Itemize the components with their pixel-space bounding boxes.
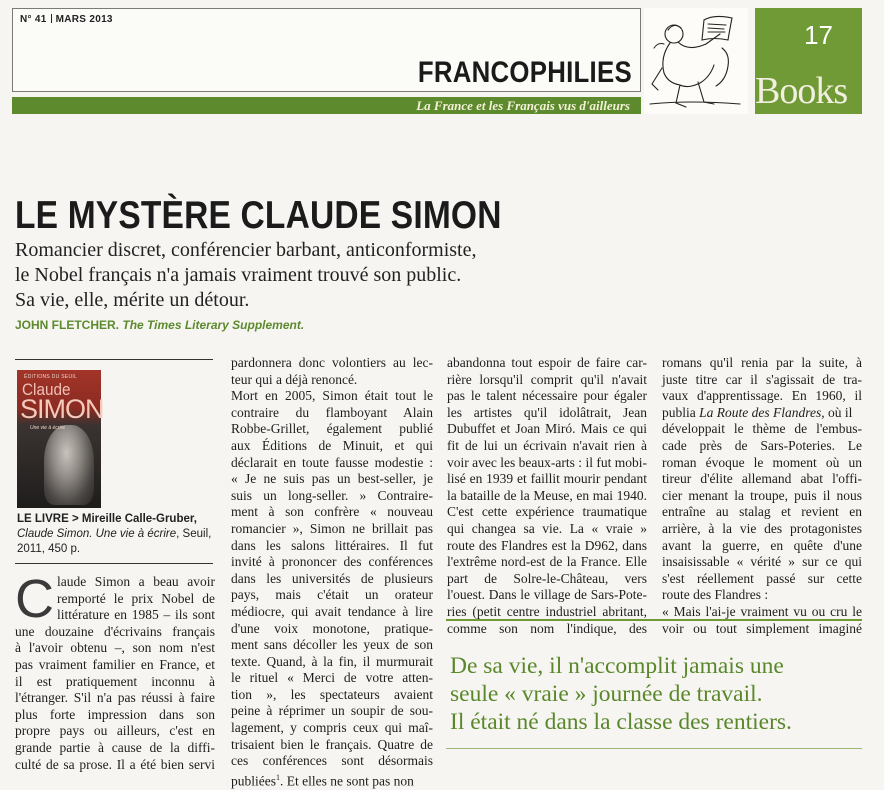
text-line: ries (petit centre industriel abritant, (447, 603, 647, 619)
body-column-1 (15, 569, 215, 773)
author-portrait (44, 425, 94, 505)
issue-number: N° 41 (20, 14, 47, 25)
text-line: les artistes qu'il idolâtrait, Jean (447, 404, 647, 420)
pull-quote-rule (446, 619, 862, 621)
text-line: aux Éditions de Minuit, et qui (231, 437, 433, 453)
body-column-3 (447, 355, 647, 637)
pull-quote-line: Il était né dans la classe des rentiers. (450, 709, 792, 735)
text-line: cade près de Sars-Poteries. Le (662, 437, 862, 453)
text-fragment: , où il (821, 404, 853, 420)
text-line: rière lorsqu'il comprit qu'il n'avait (447, 371, 647, 387)
text-line (662, 405, 862, 422)
issue-separator (51, 14, 52, 23)
text-line: vaux d'apprentissage. En 1960, il (662, 388, 862, 404)
text-line: une douzaine d'écrivains français (15, 623, 215, 639)
deck-line: Romancier discret, conférencier barbant, anticonformiste, (15, 239, 477, 261)
text-line: pas le talent nécessaire pour égaler (447, 388, 647, 404)
text-line: peine à réprimer un soupir de sou- (231, 703, 433, 719)
text-line: qui changea sa vie. La « vraie » (447, 520, 647, 536)
text-line: trisaient bien le français. Quatre de (231, 736, 433, 752)
text-line: part de Solre-le-Château, vers (447, 570, 647, 586)
text-line: invité à prononcer des conférences (231, 554, 433, 570)
text-line: médiocre, qui avait tendance à lire (231, 603, 433, 619)
deck-line: le Nobel français n'a jamais vraiment trouvé son public. (15, 264, 462, 286)
text-line: Dubuffet et Joan Miró. Mais ce qui (447, 421, 647, 437)
text-line: route des Flandres est la D962, dans (447, 537, 647, 553)
text-line: teur qui a déjà renoncé. (231, 371, 358, 387)
novel-title: La Route des Flandres (699, 404, 822, 420)
text-line: tion », les spectateurs avaient (231, 686, 433, 702)
text-line: dans les salons littéraires. Il fut (231, 537, 433, 553)
text-line: voir avec les beaux-arts : il fut mobi- (447, 454, 647, 470)
byline (15, 318, 304, 332)
text-fragment: . Et elles ne sont pas non (280, 773, 414, 789)
article-deck (15, 238, 615, 313)
text-line: ment sans décoller les yeux de son (231, 637, 433, 653)
text-line: tireur d'élite allemand abat l'offi- (662, 471, 862, 487)
text-line: insaisissable « vérité » sur ce qui (662, 554, 862, 570)
text-line: à l'avoir obtenu –, son nom n'est (15, 640, 215, 656)
section-subtitle: La France et les Français vus d'ailleurs (416, 98, 630, 113)
text-line: l'ouest. Dans le village de Sars-Pote- (447, 587, 647, 603)
text-line: arrière, à la vie des protagonistes (662, 520, 862, 536)
sketch-illustration (644, 8, 748, 114)
text-line: lagement, y compris ceux qui maî- (231, 720, 433, 736)
dropcap: C (15, 569, 54, 629)
pull-quote-line: seule « vraie » journée de travail. (450, 681, 763, 707)
writer-sketch-icon (644, 8, 748, 114)
deck-line: Sa vie, elle, mérite un détour. (15, 289, 250, 311)
text-line: pardonnera donc volontiers au lec- (231, 355, 433, 370)
text-line: Robbe-Grillet, également publié (231, 421, 433, 437)
text-line: remporté le prix Nobel de (57, 590, 215, 606)
cover-first-name: Claude (22, 380, 71, 399)
text-line: pays, mais c'était un orateur (231, 587, 433, 603)
text-line: romans qu'il renia par la suite, à (662, 355, 862, 370)
text-line: roman évoque le moment où un (662, 454, 862, 470)
text-line: s'est réellement passé sur cette (662, 570, 862, 586)
text-fragment: publiées (231, 773, 276, 789)
text-fragment: publia (662, 404, 696, 420)
article-title: LE MYSTÈRE CLAUDE SIMON (15, 194, 502, 237)
pull-quote-line: De sa vie, il n'accomplit jamais une (450, 653, 784, 679)
text-line: plus forte impression dans son (15, 706, 215, 722)
text-line: grande partie à cause de la diffi- (15, 739, 215, 755)
pull-quote-bottom-rule (446, 748, 862, 749)
issue-info (20, 14, 113, 25)
page-number: 17 (804, 20, 833, 50)
text-line: propre pays ou ailleurs, c'est en (15, 723, 215, 739)
text-line: déclarait en toute fausse modestie : (231, 454, 433, 470)
text-line: texte. Quand, à la fin, il murmurait (231, 653, 433, 669)
text-line: culté de sa prose. Il a été bien servi (15, 756, 215, 772)
text-line: l'extrême nord-est de la France. Elle (447, 554, 647, 570)
text-line: avant la guerre, en quête d'une (662, 537, 862, 553)
text-line: le rituel « Merci de votre atten- (231, 670, 433, 686)
text-line (231, 770, 433, 790)
book-credit-rule (15, 563, 213, 564)
text-line: pas vraiment familier en France, et (15, 656, 215, 672)
text-line: Mort en 2005, Simon était tout le (231, 388, 433, 404)
text-line: laude Simon a beau avoir (57, 574, 215, 589)
book-publisher: , Seuil, (176, 528, 212, 540)
text-line: dans les universités de plusieurs (231, 570, 433, 586)
body-column-2 (231, 355, 433, 790)
book-author: Mireille Calle-Gruber, (81, 513, 197, 525)
text-line: ces conférences sont désormais (231, 753, 433, 769)
book-credit (17, 512, 217, 557)
cover-brand: ÉDITIONS DU SEUIL (24, 374, 78, 380)
text-line: route des Flandres : (662, 587, 769, 603)
text-line: cier menant la troupe, puis il nous (662, 487, 862, 503)
issue-date: MARS 2013 (55, 14, 113, 25)
byline-publication: The Times Literary Supplement. (122, 318, 305, 332)
book-pages: 2011, 450 p. (17, 543, 81, 555)
text-line: entraîne au stalag et revient en (662, 504, 862, 520)
text-line: « Je ne suis pas un best-seller, je (231, 471, 433, 487)
text-line: « Mais l'ai-je vraiment vu ou cru le (662, 603, 862, 619)
cover-last-name: SIMON (20, 394, 104, 424)
text-line: abandonna tout espoir de faire car- (447, 355, 647, 370)
section-title: FRANCOPHILIES (417, 56, 632, 89)
pull-quote (450, 652, 792, 736)
text-line: contraire du flamboyant Alain (231, 404, 433, 420)
cover-subtitle: Une vie à écrire (30, 425, 66, 431)
text-line: d'une voix monotone, pratique- (231, 620, 433, 636)
text-line: romancier », Simon ne brillait pas (231, 520, 433, 536)
byline-author: JOHN FLETCHER. (15, 318, 120, 332)
text-line: la bataille de la Meuse, en mai 1940. (447, 487, 647, 503)
text-line: suis un long-seller. » Contraire- (231, 487, 433, 503)
text-line: l'étranger. S'il n'a pas réussi à faire (15, 690, 215, 706)
book-title: Claude Simon. Une vie à écrire (17, 528, 177, 540)
footnote-marker: 1 (276, 772, 280, 782)
books-logo: Books (755, 70, 848, 112)
text-line: littérature en 1985 – ils sont (57, 607, 215, 623)
text-line: ment à son confrère « nouveau (231, 504, 433, 520)
text-line: fit de lui un écrivain n'avait rien à (447, 437, 647, 453)
body-column-4 (662, 355, 862, 637)
text-line: développait le thème de l'embus- (662, 421, 862, 437)
text-line: C'est cette expérience traumatique (447, 504, 647, 520)
book-box-rule (15, 359, 213, 360)
text-line: comme son nom l'indique, des (447, 620, 647, 636)
text-line: voir ou tout simplement imaginé (662, 620, 862, 636)
text-line: juste titre car il s'agissait de tra- (662, 371, 862, 387)
text-line: lisé en 1939 et faillit mourir pendant (447, 471, 647, 487)
book-label: LE LIVRE > (17, 513, 79, 525)
text-line: il est pratiquement inconnu à (15, 673, 215, 689)
